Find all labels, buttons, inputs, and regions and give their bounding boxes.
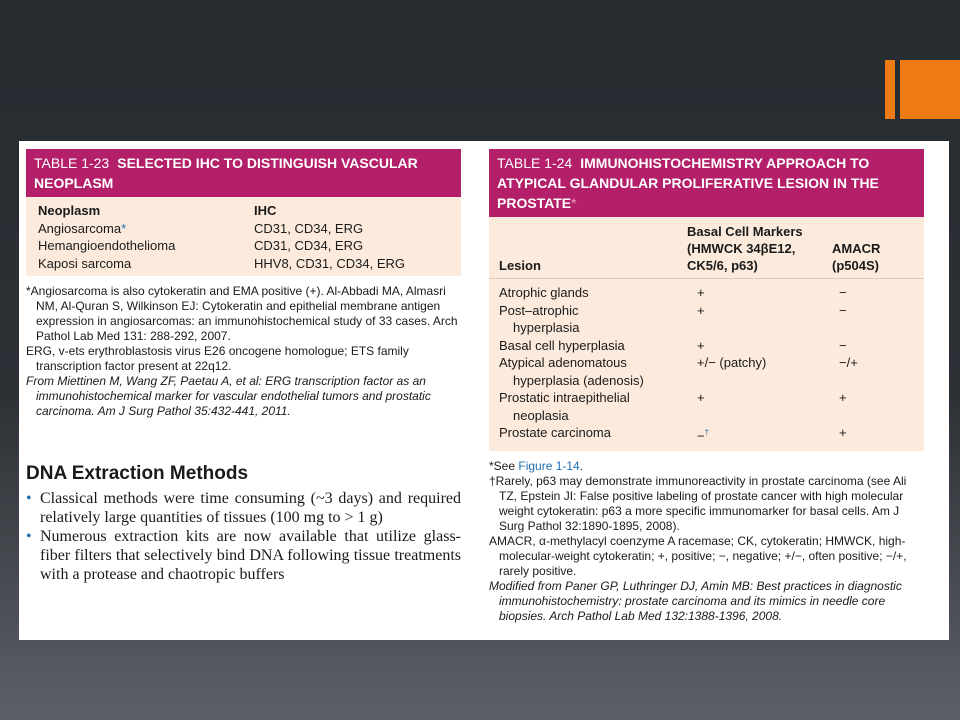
basal-marker-cell: + <box>697 302 705 318</box>
column-header: AMACR (p504S) <box>832 241 881 273</box>
lesion-cell: Atrophic glands <box>499 285 589 300</box>
neoplasm-cell: Kaposi sarcoma <box>38 255 132 271</box>
accent-block <box>900 60 960 119</box>
basal-marker-cell: + <box>697 285 705 300</box>
ihc-cell: CD31, CD34, ERG <box>254 220 364 236</box>
table-row <box>499 284 914 302</box>
lesion-cell: Basal cell hyperplasia <box>499 337 625 353</box>
accent-bar-thin <box>885 60 895 119</box>
basal-marker-cell: − <box>697 428 705 444</box>
basal-marker-cell: +/− (patchy) <box>697 355 767 370</box>
table-1-23-notes <box>26 284 461 419</box>
basal-marker-cell: + <box>697 390 705 405</box>
source-citation: Modified from Paner GP, Luthringer DJ, Amin MB: Best practices in diagnostic immunohistochemistry: prostate carcinoma and its mimics in needle core biopsies. Arch Pathol Lab Med 132:1388-1396, 2008. <box>489 578 902 623</box>
table-rows <box>489 279 924 451</box>
amacr-cell: + <box>839 390 847 405</box>
neoplasm-cell: Hemangioendothelioma <box>38 238 176 253</box>
ihc-cell: HHV8, CD31, CD34, ERG <box>254 255 405 271</box>
neoplasm-cell: Angiosarcoma <box>38 220 122 236</box>
column-header: IHC <box>254 203 277 218</box>
lesion-cell: Post–atrophic <box>499 302 579 318</box>
footnote: ERG, v-ets erythroblastosis virus E26 oncogene homologue; ETS family transcription factor present at 22q12. <box>26 344 409 373</box>
ihc-cell: CD31, CD34, ERG <box>254 238 364 253</box>
lesion-cell-continued: hyperplasia <box>513 320 580 335</box>
footnote: AMACR, α-methylacyl coenzyme A racemase; CK, cytokeratin; HMWCK, high-molecular-weight cytokeratin; +, positive; −, negative; +/−, often positive; −/+, rarely positive. <box>489 533 907 578</box>
table-row <box>499 354 914 389</box>
column-header: Neoplasm <box>38 203 101 218</box>
see-prefix: *See <box>489 458 519 473</box>
bullet-item: • Classical methods were time consuming (~3 days) and required relatively large quantities of tissues (100 mg to > 1 g) <box>26 489 461 527</box>
lesion-cell: Prostate carcinoma <box>499 425 611 440</box>
bullet-item: • Numerous extraction kits are now available that utilize glass-fiber filters that selectively bind DNA following tissue treatments with a protease and chaotropic buffers <box>26 527 461 584</box>
column-header: Lesion <box>499 258 541 273</box>
table-row <box>499 389 914 424</box>
source-citation: From Miettinen M, Wang ZF, Paetau A, et al: ERG transcription factor as an immunohistochemical marker for vascular endothelial tumors and prostatic carcinoma. Am J Surg Pathol 35:432-441, 2011. <box>26 374 431 418</box>
see-figure-note <box>489 459 924 474</box>
column-header: Basal Cell Markers (HMWCK 34βE12, CK5/6, p63) <box>687 224 803 273</box>
table-label: TABLE 1-23 <box>34 155 110 171</box>
amacr-cell: −/+ <box>839 355 858 370</box>
left-column <box>26 149 461 584</box>
lesion-cell-continued: hyperplasia (adenosis) <box>513 372 644 388</box>
table-row <box>499 337 914 355</box>
amacr-cell: − <box>839 285 847 300</box>
table-row <box>38 237 449 255</box>
lesion-cell: Atypical adenomatous <box>499 355 627 370</box>
document-scan <box>19 141 949 640</box>
footnote-star: * <box>121 220 127 236</box>
footnote: *Angiosarcoma is also cytokeratin and EMA positive (+). Al-Abbadi MA, Almasri NM, Al-Quran S, Wilkinson EJ: Cytokeratin and epithelial membrane antigen expression in angiosarcomas: an immunohistochemical study of 33 cases. Arch Pathol Lab Med 131: 288-292, 2007. <box>26 284 458 343</box>
lesion-cell: Prostatic intraepithelial <box>499 390 630 405</box>
footnote: †Rarely, p63 may demonstrate immunoreactivity in prostate carcinoma (see Ali TZ, Epstein JI: False positive labeling of prostate cancer with high molecular weight cytokeratin: p63 a more specific immunomarker for basal cells. Am J Surg Pathol 32:1890-1895, 2008). <box>489 473 907 533</box>
footnote-dagger: † <box>704 428 710 437</box>
table-title-text: IMMUNOHISTOCHEMISTRY APPROACH TO ATYPICAL GLANDULAR PROLIFERATIVE LESION IN THE PROSTATE <box>497 155 879 211</box>
amacr-cell: + <box>839 425 847 440</box>
table-header-row <box>489 217 924 279</box>
table-row <box>499 302 914 337</box>
lesion-cell-continued: neoplasia <box>513 407 569 423</box>
table-title-text: SELECTED IHC TO DISTINGUISH VASCULAR NEOPLASM <box>34 155 418 191</box>
section-heading: DNA Extraction Methods <box>26 463 249 484</box>
footnote-star: * <box>571 195 577 211</box>
see-suffix: . <box>579 458 584 473</box>
table-row <box>38 255 449 273</box>
table-1-24-notes <box>489 459 924 624</box>
table-1-24-body <box>489 217 924 451</box>
amacr-cell: − <box>839 337 847 353</box>
basal-marker-cell: + <box>697 337 705 353</box>
table-1-23-title <box>26 149 461 197</box>
table-label: TABLE 1-24 <box>497 155 573 171</box>
table-row <box>499 424 914 445</box>
table-header-row <box>38 202 449 220</box>
amacr-cell: − <box>839 302 847 318</box>
table-row <box>38 220 449 238</box>
table-1-23-body <box>26 197 461 276</box>
right-column <box>489 149 924 624</box>
figure-link[interactable]: Figure 1-14 <box>518 458 580 473</box>
table-1-24-title <box>489 149 924 217</box>
bullet-list <box>26 489 461 584</box>
